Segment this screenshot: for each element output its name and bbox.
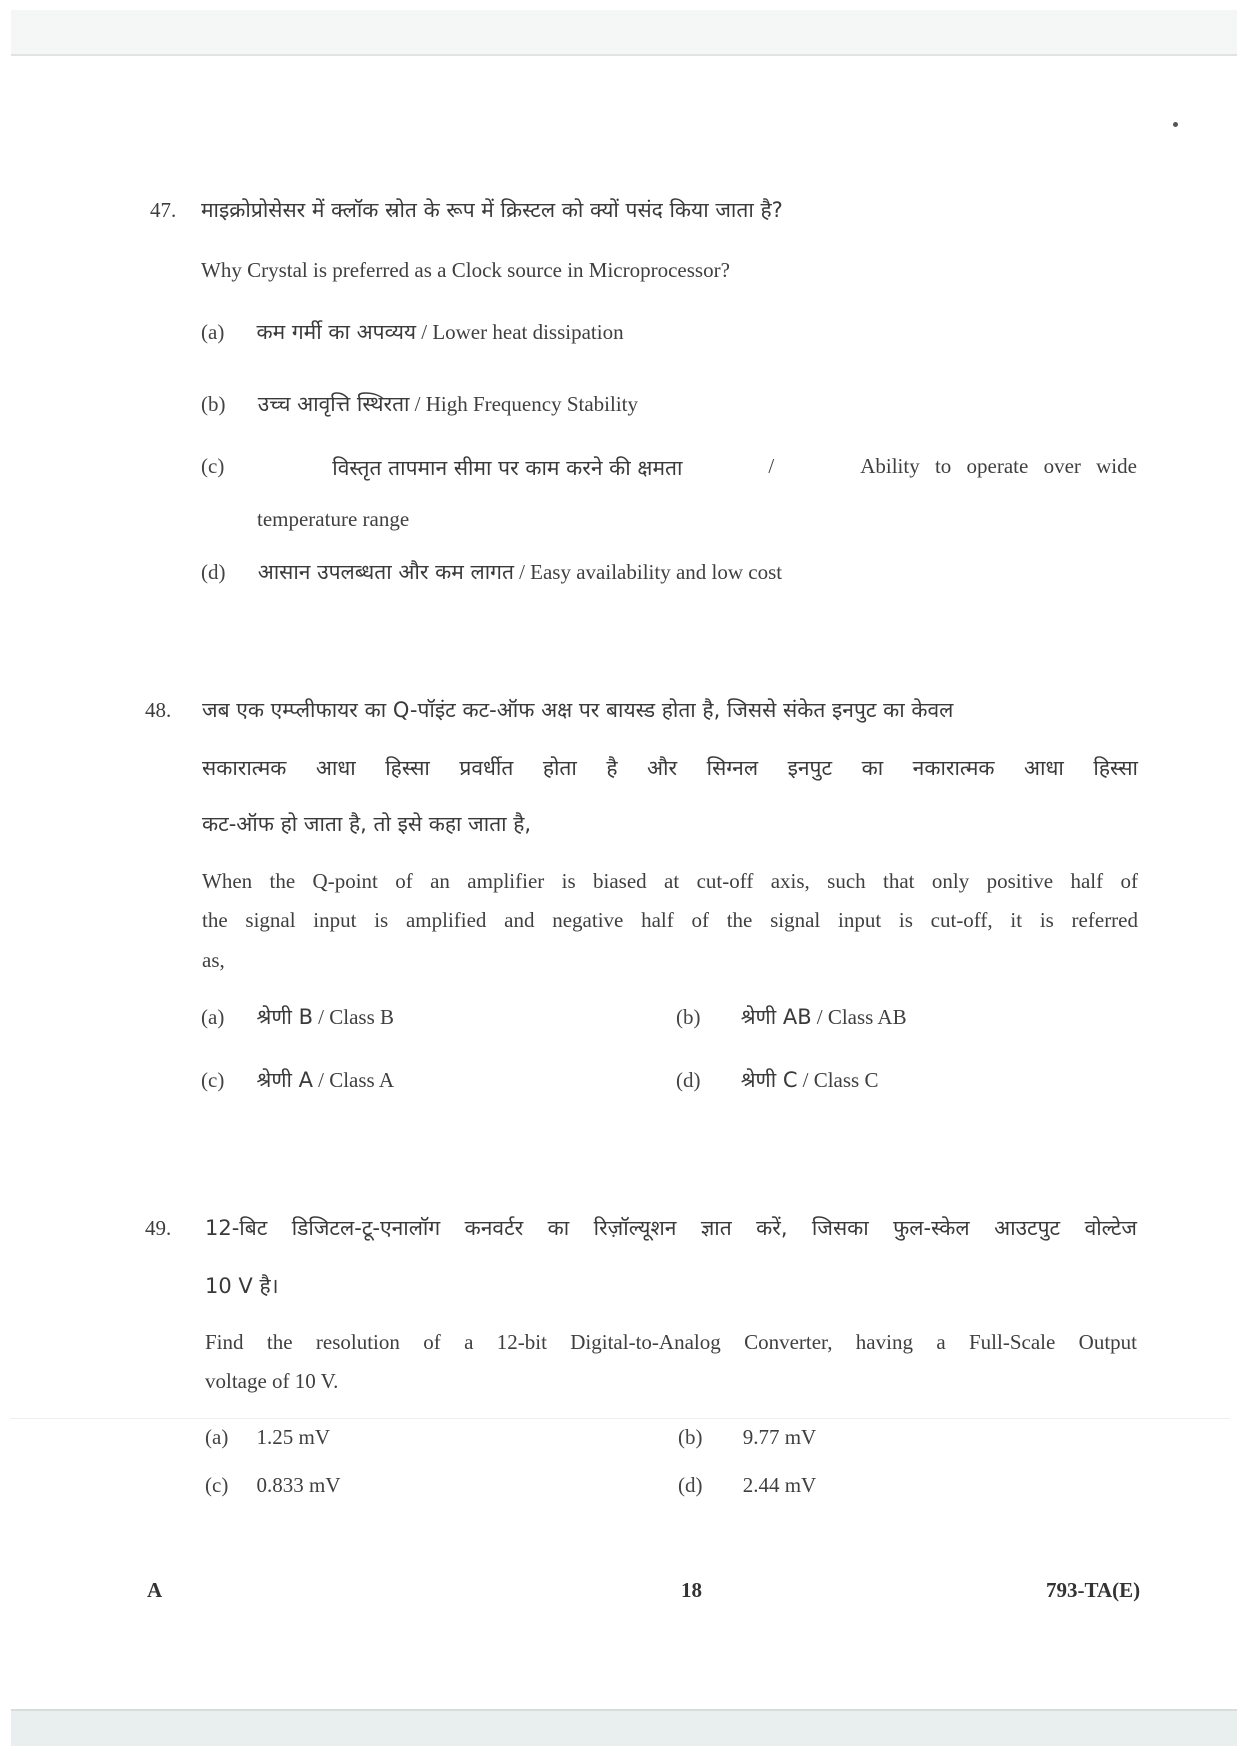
- option-value: 1.25 mV: [256, 1425, 330, 1449]
- scan-border-top: [11, 10, 1237, 56]
- option-text-english: Class A: [329, 1068, 394, 1092]
- option-value: 0.833 mV: [256, 1473, 341, 1497]
- option-text-hindi: कम गर्मी का अपव्यय: [256, 320, 417, 344]
- option-text-english: Easy availability and low cost: [530, 560, 783, 584]
- separator: /: [318, 1005, 330, 1029]
- option-label: (a): [205, 1425, 229, 1449]
- scan-speck: [1173, 122, 1178, 127]
- option-text-hindi: श्रेणी A: [256, 1068, 314, 1092]
- question-text-english-line1: When the Q-point of an amplifier is biased at cut-off axis, such that only positive half of: [202, 869, 1138, 893]
- question-text-hindi-line2: सकारात्मक आधा हिस्सा प्रवर्धीत होता है और सिग्नल इनपुट का नकारात्मक आधा हिस्सा: [202, 756, 1138, 780]
- option-label: (d): [676, 1068, 701, 1092]
- option-a[interactable]: [201, 318, 624, 346]
- option-a[interactable]: [201, 1003, 394, 1031]
- option-d[interactable]: [678, 1473, 816, 1498]
- option-label: (b): [676, 1005, 701, 1029]
- option-label: (d): [678, 1473, 703, 1497]
- option-text-hindi: श्रेणी B: [256, 1005, 314, 1029]
- separator: /: [421, 320, 433, 344]
- option-text-hindi: श्रेणी AB: [740, 1005, 812, 1029]
- option-d[interactable]: [676, 1066, 878, 1094]
- option-text-hindi: विस्तृत तापमान सीमा पर काम करने की क्षमता: [332, 456, 683, 480]
- question-text-english-line3: as,: [202, 948, 225, 972]
- option-d[interactable]: [201, 558, 782, 586]
- separator: /: [414, 392, 426, 416]
- option-c[interactable]: [205, 1473, 341, 1498]
- option-c[interactable]: [201, 1066, 394, 1094]
- question-number: 48.: [145, 698, 172, 722]
- question-text-hindi-line1: जब एक एम्प्लीफायर का Q-पॉइंट कट-ऑफ अक्ष पर बायस्ड होता है, जिससे संकेत इनपुट का केवल: [202, 698, 954, 722]
- question-text-hindi-line3: कट-ऑफ हो जाता है, तो इसे कहा जाता है,: [202, 812, 532, 836]
- option-label: (b): [201, 392, 226, 416]
- question-text-english-line2: the signal input is amplified and negative half of the signal input is cut-off, it is referred: [202, 908, 1138, 932]
- option-label: (a): [201, 320, 225, 344]
- question-text-hindi: माइक्रोप्रोसेसर में क्लॉक स्रोत के रूप में क्रिस्टल को क्यों पसंद किया जाता है?: [201, 198, 783, 222]
- option-a[interactable]: [205, 1425, 330, 1450]
- option-label: (d): [201, 560, 226, 584]
- option-b[interactable]: [201, 390, 638, 418]
- separator: /: [768, 454, 775, 478]
- page-number: 18: [681, 1578, 702, 1602]
- paper-code: 793-TA(E): [1046, 1578, 1141, 1602]
- question-text-hindi-line1: 12-बिट डिजिटल-टू-एनालॉग कनवर्टर का रिज़ॉल्यूशन ज्ञात करें, जिसका फुल-स्केल आउटपुट वोल्टेज: [205, 1216, 1137, 1240]
- separator: /: [816, 1005, 828, 1029]
- option-text-english: Class B: [329, 1005, 395, 1029]
- option-text-hindi: श्रेणी C: [740, 1068, 798, 1092]
- option-text-hindi: उच्च आवृत्ति स्थिरता: [257, 392, 410, 416]
- option-label: (c): [201, 454, 225, 478]
- separator: /: [318, 1068, 330, 1092]
- question-text-english: Why Crystal is preferred as a Clock source in Microprocessor?: [201, 258, 730, 282]
- option-text-english: Class C: [813, 1068, 879, 1092]
- option-label: (b): [678, 1425, 703, 1449]
- scan-border-bottom: [11, 1709, 1237, 1746]
- option-label: (a): [201, 1005, 225, 1029]
- question-number: 47.: [150, 198, 177, 222]
- option-text-english: Class AB: [827, 1005, 907, 1029]
- option-value: 2.44 mV: [742, 1473, 817, 1497]
- separator: /: [802, 1068, 814, 1092]
- option-text-hindi: आसान उपलब्धता और कम लागत: [257, 560, 514, 584]
- option-b[interactable]: [676, 1003, 907, 1031]
- option-b[interactable]: [678, 1425, 816, 1450]
- option-c[interactable]: [201, 454, 1137, 482]
- option-label: (c): [205, 1473, 229, 1497]
- question-text-english-line1: Find the resolution of a 12-bit Digital-to-Analog Converter, having a Full-Scale Output: [205, 1330, 1137, 1354]
- question-text-hindi-line2: 10 V है।: [205, 1274, 279, 1298]
- option-value: 9.77 mV: [742, 1425, 817, 1449]
- option-text-english: Ability to operate over wide: [860, 454, 1137, 478]
- option-text-english: High Frequency Stability: [425, 392, 638, 416]
- question-text-english-line2: voltage of 10 V.: [205, 1369, 339, 1393]
- separator: /: [519, 560, 531, 584]
- option-label: (c): [201, 1068, 225, 1092]
- scan-faint-rule: [10, 1418, 1230, 1419]
- series-letter: A: [147, 1578, 163, 1602]
- option-text-english: Lower heat dissipation: [432, 320, 624, 344]
- option-text-english-cont: temperature range: [257, 507, 410, 531]
- question-number: 49.: [145, 1216, 172, 1240]
